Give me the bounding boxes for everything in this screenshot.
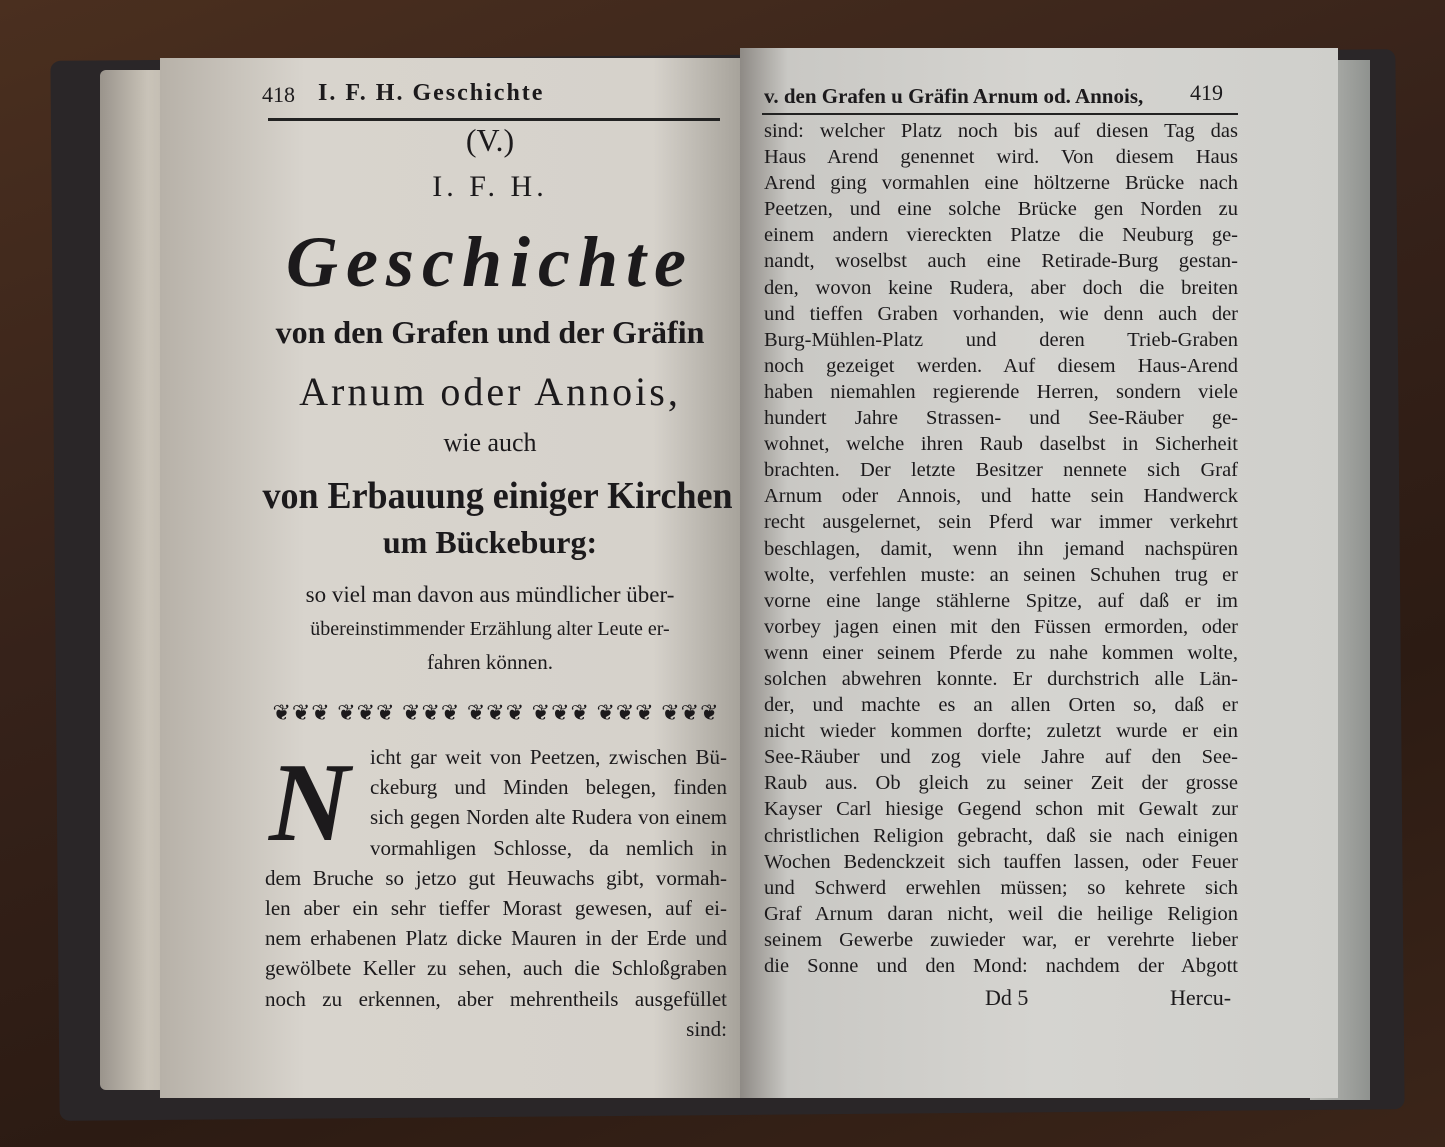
text-line: hundert Jahre Strassen- und See-Räuber ge- (764, 407, 1238, 430)
text-line: brachten. Der letzte Besitzer nennete sich Graf (764, 459, 1238, 482)
text-line: und Schwerd erwehlen müssen; so kehrete sich (764, 876, 1238, 899)
left-page-number: 418 (262, 82, 295, 107)
text-line: gewölbete Keller zu sehen, auch die Schloßgraben (265, 956, 727, 981)
subtitle-line: von Erbauung einiger Kirchen (262, 475, 733, 517)
text-line: Haus Arend genennet wird. Von diesem Haus (764, 146, 1238, 169)
text-line: den, wovon keine Rudera, aber doch die breiten (764, 276, 1238, 299)
text-line: recht ausgelernet, sein Pferd war immer verkehrt (764, 511, 1238, 534)
text-line: Raub aus. Ob gleich zu seiner Zeit der grosse (764, 772, 1238, 795)
text-line: wolte, verfehlen muste: an seinen Schuhen trug er (764, 563, 1238, 586)
drop-cap: N (269, 744, 350, 862)
text-line: Graf Arnum daran nicht, weil die heilige Religion (764, 902, 1238, 925)
text-line: sich gegen Norden alte Rudera von einem (370, 805, 727, 830)
text-line: Burg-Mühlen-Platz und deren Trieb-Graben (764, 328, 1238, 351)
left-running-head: I. F. H. Geschichte (318, 80, 545, 106)
note-line: so viel man davon aus mündlicher über- (305, 582, 675, 607)
text-line: vormahligen Schlosse, da nemlich in (370, 835, 727, 860)
text-line: einem andern viereckten Platze die Neuburg ge- (764, 224, 1238, 247)
text-line: beschlagen, damit, wenn ihn jemand nachspüren (764, 537, 1238, 560)
text-line: sind: (686, 1016, 727, 1041)
ornament-divider: ❦❦❦ ❦❦❦ ❦❦❦ ❦❦❦ ❦❦❦ ❦❦❦ ❦❦❦ (272, 700, 720, 725)
left-body-text (265, 742, 727, 1044)
text-line: len aber ein sehr tieffer Morast gewesen, auf ei- (265, 896, 727, 921)
text-line: seinem Gewerbe zuwieder war, er verehrte lieber (764, 928, 1238, 951)
text-line: ckeburg und Minden belegen, finden (370, 775, 727, 800)
note-line: übereinstimmender Erzählung alter Leute er- (310, 618, 670, 640)
signature-mark: Dd 5 (985, 985, 1029, 1010)
text-line: dem Bruche so jetzo gut Heuwachs gibt, vormah- (265, 865, 727, 890)
text-line: Arnum oder Annois, und hatte sein Handwerck (764, 485, 1238, 508)
note-line: fahren können. (427, 650, 553, 674)
text-line: nem erhabenen Platz dicke Mauren in der Erde und (265, 926, 727, 951)
text-line: nicht wieder kommen dorfte; zuletzt wurde er ein (764, 720, 1238, 743)
right-body-text (764, 118, 1238, 979)
subtitle-line: um Bückeburg: (382, 524, 598, 560)
text-line: Kayser Carl hiesige Gegend schon mit Gewalt zur (764, 798, 1238, 821)
text-line: die Sonne und den Mond: nachdem der Abgott (764, 955, 1238, 977)
text-line: icht gar weit von Peetzen, zwischen Bü- (370, 745, 727, 769)
text-line: noch gezeiget werden. Auf diesem Haus-Arend (764, 354, 1238, 377)
text-line: Peetzen, und eine solche Brücke gen Norden zu (764, 198, 1238, 221)
subtitle-line: von den Grafen und der Gräfin (275, 314, 705, 350)
text-line: der, und machte es an allen Orten so, daß er (764, 694, 1238, 717)
text-line: vorne eine lange stählerne Spitze, auf daß er im (764, 589, 1238, 612)
text-line: vorbey jagen einen mit den Füssen ermorden, oder (764, 615, 1238, 638)
text-line: haben niemahlen regierende Herren, sondern viele (764, 380, 1238, 403)
text-line: Wochen Bedenckzeit sich tauffen lassen, oder Feuer (764, 850, 1238, 873)
title-initials: I. F. H. (432, 170, 548, 203)
text-line: noch zu erkennen, aber mehrentheils ausgefüllet (265, 986, 727, 1011)
section-number: (V.) (465, 122, 515, 158)
subtitle-line: wie auch (443, 428, 537, 457)
text-line: solchen abwehren konnte. Er durchstrich alle Län- (764, 667, 1238, 690)
header-rule (268, 118, 720, 121)
text-line: wenn einer seinem Pferde zu nahe kommen wolte, (764, 641, 1238, 664)
text-line: wohnet, welche ihren Raub daselbst in Sicherheit (764, 433, 1238, 456)
chapter-title: Geschichte (286, 222, 694, 302)
header-rule (762, 113, 1238, 115)
right-page-number: 419 (1190, 80, 1223, 105)
right-running-head: v. den Grafen u Gräfin Arnum od. Annois, (764, 84, 1144, 108)
subtitle-line: Arnum oder Annois, (299, 369, 681, 414)
text-line: See-Räuber und zog viele Jahre auf den See- (764, 746, 1238, 769)
catchword: Hercu- (1170, 985, 1232, 1010)
text-line: nandt, woselbst auch eine Retirade-Burg gestan- (764, 250, 1238, 273)
text-line: christlichen Religion gebracht, daß sie nach einigen (764, 824, 1238, 847)
text-line: Arend ging vormahlen eine höltzerne Brücke nach (764, 172, 1238, 195)
text-line: und tieffen Graben vorhanden, wie denn auch der (764, 302, 1238, 325)
text-line: sind: welcher Platz noch bis auf diesen Tag das (764, 120, 1238, 142)
